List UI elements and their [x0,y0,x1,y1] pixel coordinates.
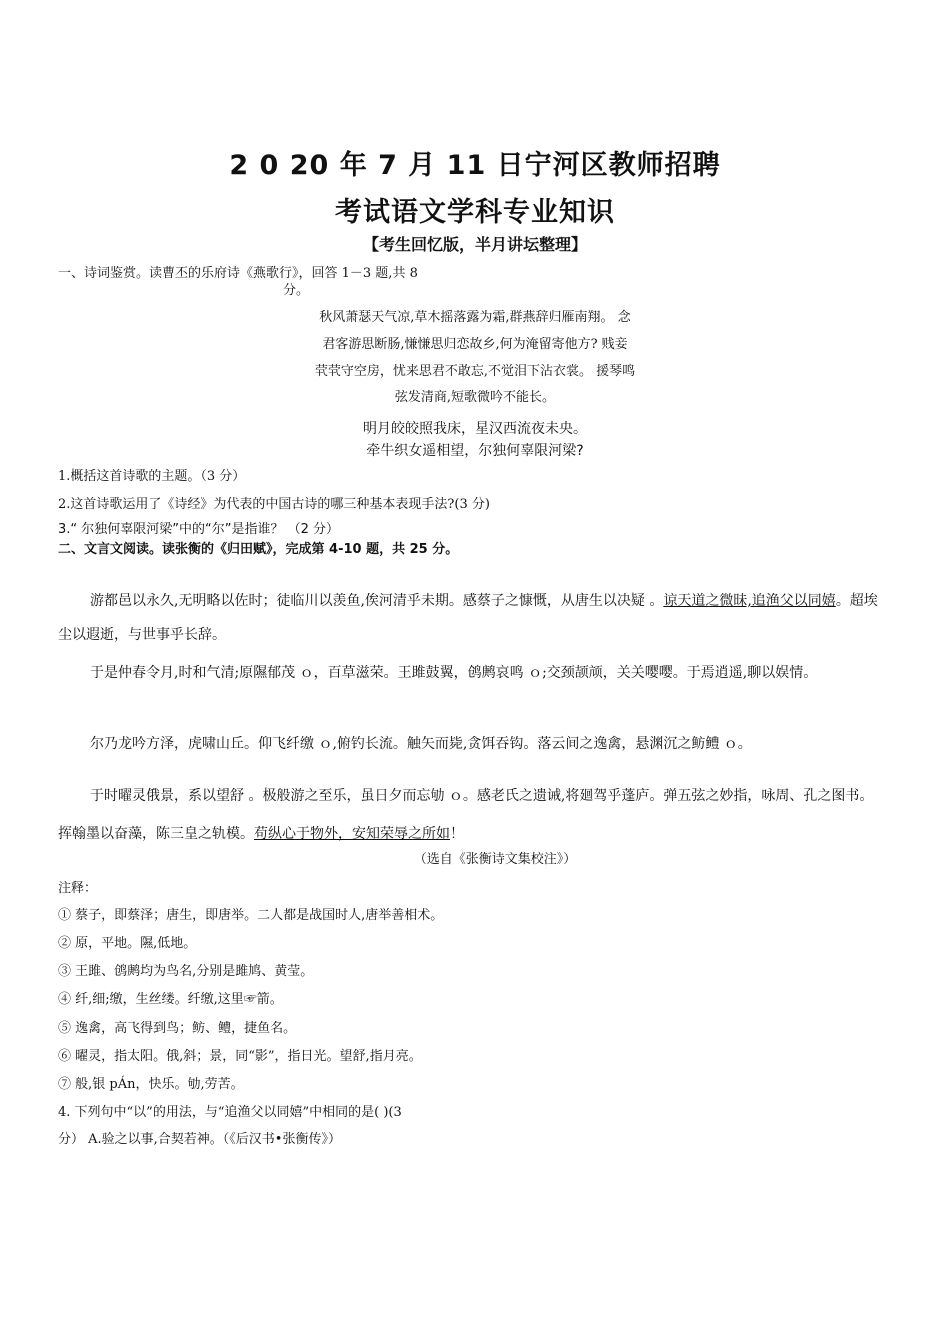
note-item: ⑥ 曜灵，指太阳。俄,斜；景，同“影”，指日光。望舒,指月亮。 [58,1049,422,1064]
passage-paragraph-1 [58,584,884,652]
passage-paragraph-4 [58,777,884,853]
passage-text: 于是仲春令月,时和气清;原隰郁茂 ｏ，百草滋荣。王雎鼓翼，鸧鹒哀鸣 ｏ;交颈颉颃，关关嘤嘤。于焉逍遥,聊以娱情。 [90,665,818,681]
section1-intro: 一、诗词鉴赏。读曹丕的乐府诗《燕歌行》，回答 1－3 题,共 8 [58,266,418,281]
note-item: ① 蔡子，即蔡泽；唐生，即唐举。二人都是战国时人,唐举善相术。 [58,908,444,923]
passage-source: （选自《张衡诗文集校注》） [413,852,577,867]
question-4: 4. 下列句中“以”的用法，与“追渔父以同嬉”中相同的是( )(3 [58,1105,402,1120]
question-3: 3.“ 尔独何辜限河梁”中的“尔”是指谁？ （2 分） [58,522,340,537]
page-subtitle: 【考生回忆版，半月讲坛整理】 [362,235,587,254]
section2-intro: 二、文言文阅读。读张衡的《归田赋》，完成第 4-10 题，共 25 分。 [58,542,459,557]
page-title-line1: 2 0 20 年 7 月 11 日宁河区教师招聘 [229,150,721,181]
poem-line-sans: 明月皎皎照我床，星汉西流夜未央。 [363,421,587,437]
note-item: ④ 纤,细;缴，生丝缕。纤缴,这里☞箭。 [58,992,283,1007]
question-2: 2.这首诗歌运用了《诗经》为代表的中国古诗的哪三种基本表现手法?(3 分) [58,497,490,512]
page-title-line2: 考试语文学科专业知识 [335,197,615,228]
section1-intro-cont: 分。 [283,283,310,298]
passage-text: 游都邑以永久,无明略以佐时；徒临川以羡鱼,俟河清乎未期。感蔡子之慷慨，从唐生以决疑 。 [90,593,664,609]
note-item: ③ 王雎、鸧鹒均为鸟名,分别是雎鸠、黄莹。 [58,964,314,979]
passage-text: ！ [450,826,464,842]
poem-line: 弦发清商,短歌微吟不能长。 [394,390,556,405]
poem-line: 秋风萧瑟天气凉,草木摇落露为霜,群燕辞归雁南翔。 念 [319,310,631,325]
poem-line: 君客游思断肠,慊慊思归恋故乡,何为淹留寄他方? 贱妾 [322,337,628,352]
underlined-sentence: 苟纵心于物外，安知荣辱之所如 [254,826,450,842]
question-4-option-a: 分） A.验之以事,合契若神。（《后汉书•张衡传》） [58,1132,341,1147]
underlined-sentence: 谅天道之微昧,追渔父以同嬉 [663,593,836,609]
passage-paragraph-2 [58,656,884,690]
note-item: ② 原，平地。隰,低地。 [58,936,197,951]
poem-line-sans: 牵牛织女遥相望，尔独何辜限河梁? [366,443,584,459]
passage-paragraph-3 [58,727,884,761]
passage-text: 尔乃龙吟方泽，虎啸山丘。仰飞纤缴 ｏ,俯钓长流。触矢而毙,贪饵吞钩。落云间之逸禽，悬渊沉之鲂鳢 ｏ。 [90,736,752,752]
question-1: 1.概括这首诗歌的主题。（3 分） [58,469,246,484]
note-item: ⑦ 般,银 pÁn，快乐。劬,劳苦。 [58,1077,244,1092]
passage-text: 。超埃尘以遐逝，与世事乎长辞。 [58,593,878,643]
passage-text: 于时曜灵俄景，系以望舒 。极般游之至乐，虽日夕而忘劬 ｏ。感老氏之遗诫,将廻驾乎蓬庐。弹五弦之妙指，咏周、孔之图书。挥翰墨以奋藻，陈三皇之轨模。 [58,788,874,842]
notes-label: 注释： [58,881,98,896]
poem-line: 茕茕守空房，忧来思君不敢忘,不觉泪下沾衣裳。 援琴鸣 [314,364,636,379]
note-item: ⑤ 逸禽，高飞得到鸟；鲂、鳢，捷鱼名。 [58,1021,297,1036]
